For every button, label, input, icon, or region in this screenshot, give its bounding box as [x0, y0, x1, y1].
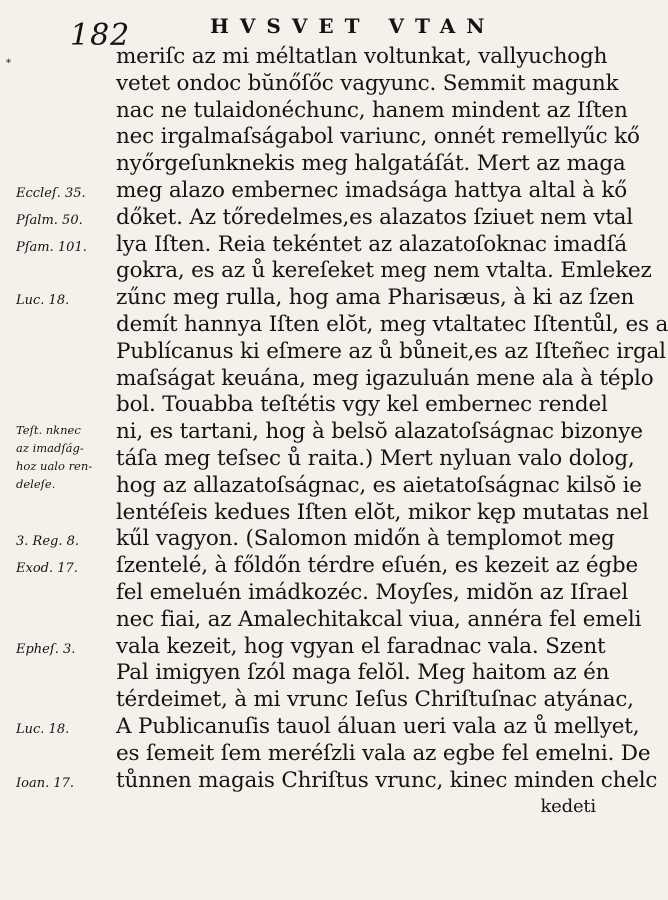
text-line: vetet ondoc bŭnőſőc vagyunc. Semmit magunk [116, 70, 619, 96]
marginal-reference: Epheſ. 3. [16, 641, 76, 657]
text-line: térdeimet, à mi vrunc Ieſus Chriſtuſnac atyánac, [116, 687, 634, 713]
text-line: ſzentelé, à főldőn térdre eſuén, es kezeit az égbe [116, 553, 639, 579]
text-line: gokra, es az ů kereſeket meg nem vtalta. Emlekez [116, 258, 652, 284]
text-line: zűnc meg rulla, hog ama Pharisæus, à ki az ſzen [116, 285, 635, 311]
marginal-reference: Luc. 18. [16, 722, 70, 737]
text-line: Pal imigyen ſzól maga felŏl. Meg haitom az én [116, 660, 610, 686]
text-line: nec irgalmaſságabol variunc, onnét remellyűc kő [116, 124, 640, 150]
text-line: demít hannya Iſten elŏt, meg vtaltatec Iſtentůl, es a [116, 311, 668, 337]
marginal-reference: Ioan. 17. [16, 775, 75, 791]
text-line: tůnnen magais Chriſtus vrunc, kinec minden chelc [116, 767, 658, 793]
marginal-reference: Pſam. 101. [16, 239, 87, 255]
marginal-reference: Eccleſ. 35. [16, 186, 86, 201]
text-line: táſa meg teſsec ů raita.) Mert nyluan valo dolog, [116, 445, 635, 471]
text-line: nyőrgeſunknekis meg halgatáſát. Mert az maga [116, 151, 626, 177]
text-line: bol. Touabba teſtétis vgy kel embernec rendel [116, 392, 608, 418]
text-line: es ſemeit ſem meréſzli vala az egbe fel emelni. De [116, 740, 651, 766]
marginal-note-block: Teſt. nknec az imadſág- hoz ualo ren- deleſe. [16, 423, 93, 492]
marginal-reference: Exod. 17. [16, 561, 78, 577]
text-line: lya Iſten. Reia tekéntet az alazatoſoknac imadſá [116, 231, 627, 257]
text-line: A Publicanuſis tauol áluan ueri vala az ů mellyet, [116, 713, 640, 739]
marginal-reference: Pſalm. 50. [16, 212, 83, 228]
marginal-reference: 3. Reg. 8. [16, 534, 80, 550]
text-line: maſságat keuána, meg igazuluán mene ala à téplo [116, 365, 654, 391]
text-line: meriſc az mi méltatlan voltunkat, vallyuchogh [116, 44, 608, 69]
text-line: hog az allazatoſságnac, es aietatoſságnac kilsŏ ie [116, 472, 642, 498]
catchword: kedeti [540, 796, 596, 818]
margin-mark: * [6, 58, 11, 69]
running-title: HVSVET VTAN [210, 14, 496, 38]
text-line: nac ne tulaidonéchunc, hanem mindent az Iſten [116, 97, 628, 123]
text-line: vala kezeit, hog vgyan el faradnac vala. Szent [116, 633, 606, 659]
marginal-reference: Luc. 18. [16, 293, 70, 309]
text-line: meg alazo embernec imadsága hattya altal à kő [116, 177, 627, 203]
body-text [116, 44, 668, 821]
text-line: fel emeluén imádkozéc. Moyſes, midŏn az Iſrael [116, 579, 628, 605]
text-line: ni, es tartani, hog à belsŏ alazatoſságnac bizonye [116, 419, 643, 445]
text-line: lentéſeis kedues Iſten elŏt, mikor kęp mutatas nel [116, 499, 649, 525]
text-line: kűl vagyon. (Salomon midőn à templomot meg [116, 526, 615, 552]
text-line: Publícanus ki eſmere az ů bůneit,es az Iſteñec irgal [116, 338, 666, 364]
text-line: dőket. Az tőredelmes,es alazatos ſziuet nem vtal [116, 204, 633, 230]
text-line: nec fiai, az Amalechitakcal viua, annéra fel emeli [116, 606, 642, 632]
page-number: 182 [70, 18, 131, 53]
